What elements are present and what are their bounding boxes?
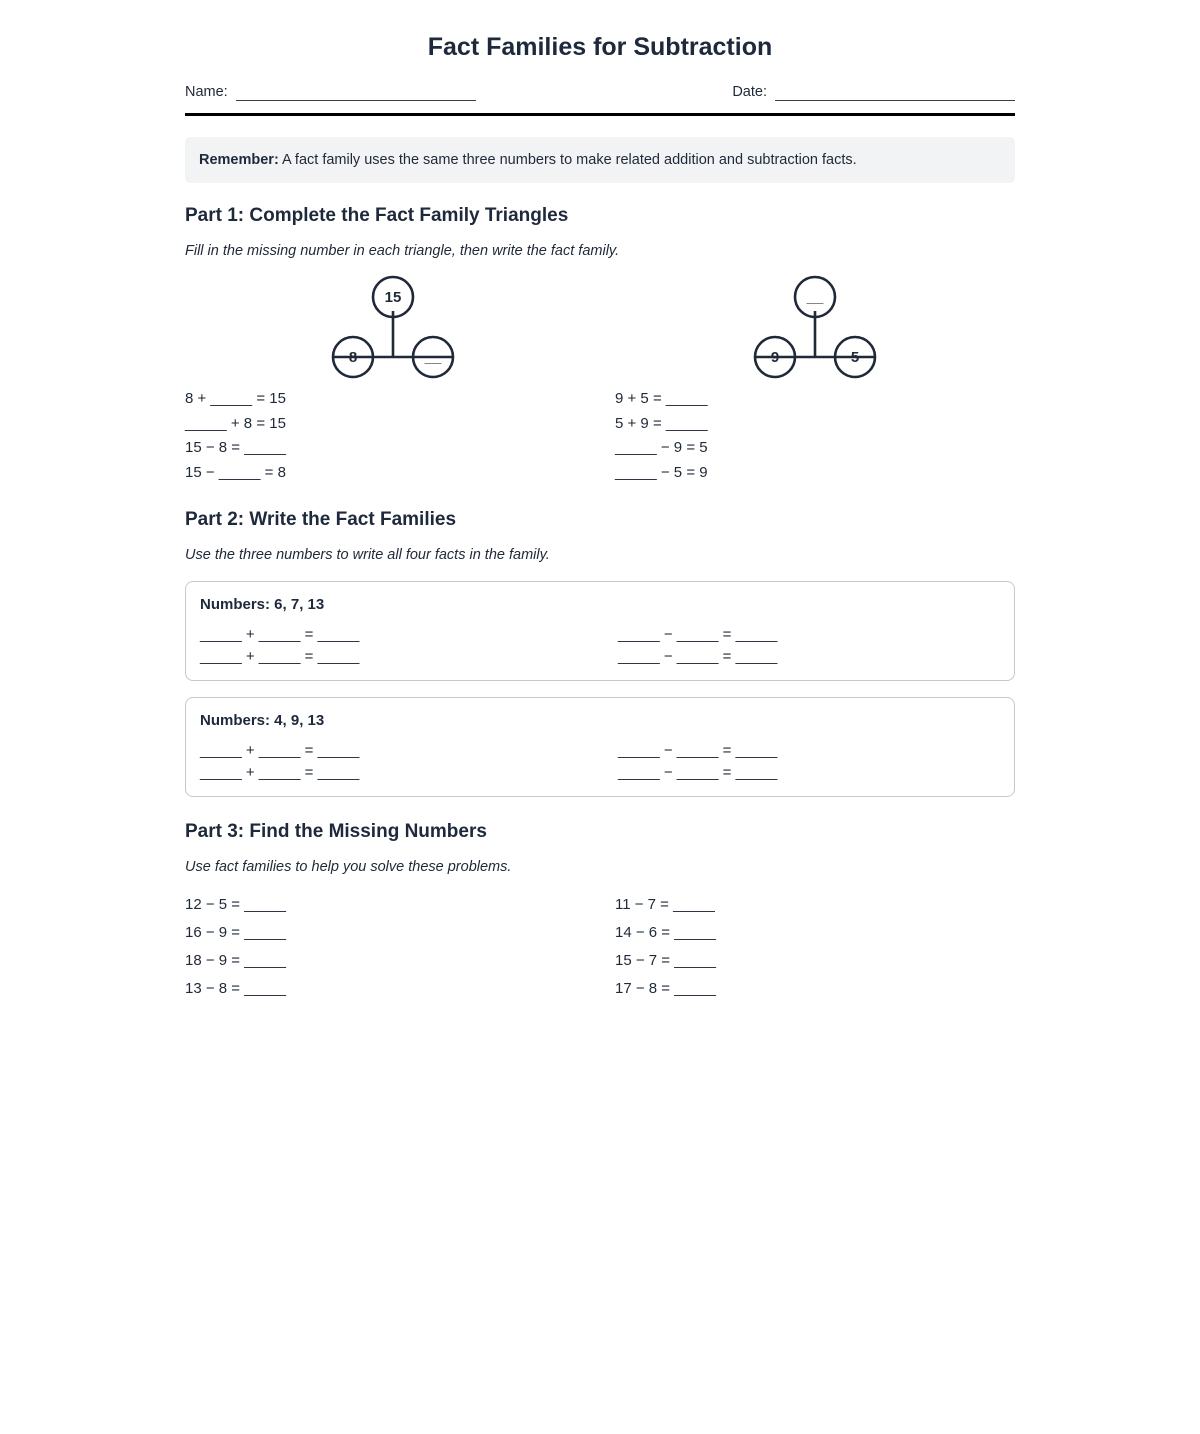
part1-equations-left [185,387,600,485]
equation: 8 + _____ = 15 [185,390,286,407]
triangle-right-value: 5 [850,349,860,366]
box-numbers-label: Numbers: 6, 7, 13 [200,596,325,613]
worksheet-page [185,34,1015,1003]
triangles-row [185,272,1015,387]
name-field [185,82,476,101]
blank-equation: _____ − _____ = _____ [618,626,778,643]
box-subtraction-column [600,740,1000,784]
problem: 18 − 9 = _____ [185,952,286,969]
equation: 15 − 8 = _____ [185,439,286,456]
part2-heading: Part 2: Write the Fact Families [185,509,457,530]
equation: _____ − 5 = 9 [615,463,708,481]
date-field [732,82,1015,101]
fact-triangle-1 [185,272,600,387]
box-addition-column [200,624,600,668]
part1-instruction: Fill in the missing number in each triangle, then write the fact family. [185,243,620,259]
blank-equation: _____ − _____ = _____ [618,648,778,665]
name-date-row [185,82,1015,101]
triangle-left-value: 8 [348,349,357,366]
page-title: Fact Families for Subtraction [427,33,773,61]
fact-family-box [185,697,1015,797]
equation: 9 + 5 = _____ [615,390,708,407]
part3-problems-right [600,891,1015,1003]
date-line [775,85,1015,101]
problem: 17 − 8 = _____ [615,980,716,997]
date-label: Date: [732,84,767,100]
name-label: Name: [185,84,228,100]
blank-equation: _____ − _____ = _____ [618,742,778,759]
fact-triangle-2 [600,272,1015,387]
problem: 16 − 9 = _____ [185,924,286,941]
equation: _____ − 9 = 5 [615,439,708,456]
blank-equation: _____ + _____ = _____ [200,742,360,759]
box-equations [200,740,1000,784]
triangle-right-blank: __ [424,349,441,366]
name-line [236,85,476,101]
remember-text: A fact family uses the same three numbers to make related addition and subtraction facts. [282,152,857,168]
remember-box [185,137,1015,183]
divider-rule [185,113,1015,116]
part1-equations [185,387,1015,485]
blank-equation: _____ + _____ = _____ [200,648,360,665]
fact-triangle-2-diagram [730,272,900,387]
blank-equation: _____ − _____ = _____ [618,764,778,781]
equation: 15 − _____ = 8 [185,463,286,481]
problem: 14 − 6 = _____ [615,924,716,941]
triangle-top-blank: __ [806,289,824,306]
box-addition-column [200,740,600,784]
part3-instruction: Use fact families to help you solve these problems. [185,859,512,875]
problem: 13 − 8 = _____ [185,980,286,997]
triangle-left-value: 9 [770,349,780,366]
part3-problems-left [185,891,600,1003]
equation: 5 + 9 = _____ [615,414,708,432]
blank-equation: _____ + _____ = _____ [200,764,360,781]
triangle-top-value: 15 [384,289,401,306]
blank-equation: _____ + _____ = _____ [200,626,360,643]
part1-heading: Part 1: Complete the Fact Family Triangles [185,205,569,226]
box-equations [200,624,1000,668]
remember-label: Remember: [199,152,279,168]
part3-heading: Part 3: Find the Missing Numbers [185,821,487,842]
equation: _____ + 8 = 15 [185,414,286,432]
problem: 12 − 5 = _____ [185,896,286,913]
fact-family-box [185,581,1015,681]
part2-instruction: Use the three numbers to write all four facts in the family. [185,547,550,563]
box-subtraction-column [600,624,1000,668]
fact-triangle-1-diagram [308,272,478,387]
problem: 15 − 7 = _____ [615,952,716,969]
problem: 11 − 7 = _____ [615,896,715,913]
box-numbers-label: Numbers: 4, 9, 13 [200,712,325,729]
part3-problems [185,891,1015,1003]
part1-equations-right [600,387,1015,485]
